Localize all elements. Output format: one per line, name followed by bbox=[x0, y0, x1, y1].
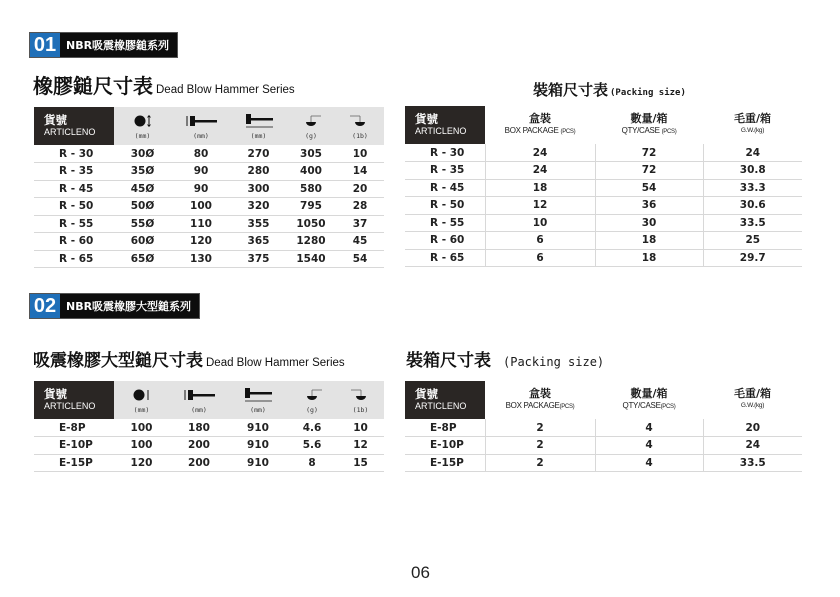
table-row bbox=[34, 163, 384, 181]
article-header: 貨號 ARTICLENO bbox=[34, 381, 114, 419]
spec-title-2 bbox=[33, 346, 345, 371]
section-badge-02 bbox=[29, 293, 200, 319]
section-label: NBR吸震橡膠大型鎚系列 bbox=[60, 294, 199, 318]
article-number-cell: E-15P bbox=[34, 454, 114, 472]
value-cell: 4 bbox=[595, 437, 703, 455]
value-cell: 110 bbox=[171, 215, 231, 233]
table-row bbox=[405, 232, 802, 250]
table-row bbox=[34, 233, 384, 251]
packing-title-zh: 裝箱尺寸表 bbox=[533, 81, 609, 99]
value-cell: 36 bbox=[595, 197, 703, 215]
value-cell: 24 bbox=[485, 162, 595, 180]
article-number-cell: R - 45 bbox=[405, 179, 485, 197]
value-cell: 15 bbox=[337, 454, 384, 472]
value-cell: 60Ø bbox=[114, 233, 171, 251]
value-cell: 1050 bbox=[286, 215, 336, 233]
table-row bbox=[405, 197, 802, 215]
section-number: 02 bbox=[30, 294, 60, 318]
overall-length-icon bbox=[231, 113, 286, 127]
table-row bbox=[34, 215, 384, 233]
table-header-row bbox=[34, 381, 384, 419]
table-row bbox=[34, 250, 384, 268]
article-number-cell: E-15P bbox=[405, 454, 485, 472]
value-cell: 10 bbox=[485, 214, 595, 232]
value-cell: 400 bbox=[286, 163, 336, 181]
section-label: NBR吸震橡膠鎚系列 bbox=[60, 33, 177, 57]
overall-length-icon bbox=[229, 387, 287, 401]
value-cell: 80 bbox=[171, 145, 231, 163]
weight-scale-icon bbox=[287, 387, 337, 401]
value-cell: 10 bbox=[336, 145, 384, 163]
value-cell: 14 bbox=[336, 163, 384, 181]
value-cell: 4 bbox=[595, 454, 703, 472]
article-number-cell: R - 65 bbox=[34, 250, 114, 268]
value-cell: 1540 bbox=[286, 250, 336, 268]
article-header: 貨號 ARTICLENO bbox=[34, 107, 114, 145]
table-row bbox=[405, 144, 802, 162]
value-cell: 33.3 bbox=[703, 179, 802, 197]
value-cell: 2 bbox=[485, 454, 595, 472]
col-qty-case: 數量/箱 QTY/CASE (PCS) bbox=[595, 106, 703, 144]
weight-scale-icon bbox=[337, 387, 384, 401]
value-cell: 35Ø bbox=[114, 163, 171, 181]
section-badge-01 bbox=[29, 32, 178, 58]
packing-table-1 bbox=[405, 106, 802, 267]
spec-table-2 bbox=[34, 381, 384, 472]
value-cell: 65Ø bbox=[114, 250, 171, 268]
value-cell: 120 bbox=[114, 454, 169, 472]
article-number-cell: R - 50 bbox=[405, 197, 485, 215]
value-cell: 130 bbox=[171, 250, 231, 268]
article-number-cell: R - 65 bbox=[405, 249, 485, 267]
title-zh: 吸震橡膠大型鎚尺寸表 bbox=[33, 351, 203, 371]
value-cell: 8 bbox=[287, 454, 337, 472]
head-diameter-icon bbox=[114, 387, 169, 401]
value-cell: 90 bbox=[171, 180, 231, 198]
article-number-cell: E-8P bbox=[34, 419, 114, 437]
col-head-length: (mm) bbox=[169, 381, 229, 419]
value-cell: 54 bbox=[336, 250, 384, 268]
value-cell: 180 bbox=[169, 419, 229, 437]
col-head-diameter: (mm) bbox=[114, 107, 171, 145]
col-head-length: (mm) bbox=[171, 107, 231, 145]
value-cell: 2 bbox=[485, 437, 595, 455]
value-cell: 30.6 bbox=[703, 197, 802, 215]
head-length-icon bbox=[169, 387, 229, 401]
col-overall-length: (mm) bbox=[229, 381, 287, 419]
value-cell: 72 bbox=[595, 162, 703, 180]
value-cell: 2 bbox=[485, 419, 595, 437]
article-number-cell: R - 30 bbox=[405, 144, 485, 162]
article-number-cell: E-10P bbox=[405, 437, 485, 455]
col-box-package: 盒裝 BOX PACKAGE (PCS) bbox=[485, 106, 595, 144]
packing-title-en: (Packing size) bbox=[610, 88, 686, 98]
article-number-cell: E-10P bbox=[34, 437, 114, 455]
weight-scale-icon bbox=[286, 113, 336, 127]
value-cell: 6 bbox=[485, 232, 595, 250]
col-weight-g: (g) bbox=[286, 107, 336, 145]
value-cell: 300 bbox=[231, 180, 286, 198]
value-cell: 305 bbox=[286, 145, 336, 163]
value-cell: 365 bbox=[231, 233, 286, 251]
value-cell: 54 bbox=[595, 179, 703, 197]
value-cell: 100 bbox=[171, 198, 231, 216]
article-number-cell: R - 60 bbox=[34, 233, 114, 251]
head-diameter-icon bbox=[114, 113, 171, 127]
value-cell: 24 bbox=[485, 144, 595, 162]
packing-table-2 bbox=[405, 381, 802, 472]
value-cell: 18 bbox=[595, 232, 703, 250]
value-cell: 45 bbox=[336, 233, 384, 251]
value-cell: 580 bbox=[286, 180, 336, 198]
table-header-row bbox=[34, 107, 384, 145]
page-number: 06 bbox=[411, 563, 430, 582]
value-cell: 45Ø bbox=[114, 180, 171, 198]
value-cell: 910 bbox=[229, 454, 287, 472]
table-row bbox=[34, 419, 384, 437]
value-cell: 270 bbox=[231, 145, 286, 163]
value-cell: 100 bbox=[114, 437, 169, 455]
value-cell: 33.5 bbox=[703, 214, 802, 232]
table-row bbox=[34, 180, 384, 198]
title-zh: 橡膠鎚尺寸表 bbox=[33, 74, 153, 98]
col-weight-g: (g) bbox=[287, 381, 337, 419]
weight-scale-icon bbox=[336, 113, 384, 127]
value-cell: 1280 bbox=[286, 233, 336, 251]
title-en: Dead Blow Hammer Series bbox=[156, 84, 295, 96]
col-gross-weight: 毛重/箱 G.W.(kg) bbox=[703, 381, 802, 419]
table-header-row bbox=[405, 381, 802, 419]
article-header: 貨號 ARTICLENO bbox=[405, 106, 485, 144]
value-cell: 28 bbox=[336, 198, 384, 216]
col-gross-weight: 毛重/箱 G.W.(kg) bbox=[703, 106, 802, 144]
col-qty-case: 數量/箱 QTY/CASE(PCS) bbox=[595, 381, 703, 419]
table-row bbox=[405, 179, 802, 197]
value-cell: 55Ø bbox=[114, 215, 171, 233]
article-number-cell: R - 45 bbox=[34, 180, 114, 198]
value-cell: 72 bbox=[595, 144, 703, 162]
table-row bbox=[405, 419, 802, 437]
table-row bbox=[34, 145, 384, 163]
value-cell: 25 bbox=[703, 232, 802, 250]
spec-title-1 bbox=[33, 70, 295, 99]
article-header: 貨號 ARTICLENO bbox=[405, 381, 485, 419]
value-cell: 4 bbox=[595, 419, 703, 437]
article-number-cell: R - 30 bbox=[34, 145, 114, 163]
value-cell: 12 bbox=[485, 197, 595, 215]
value-cell: 24 bbox=[703, 144, 802, 162]
packing-title-zh: 裝箱尺寸表 bbox=[406, 351, 491, 371]
table-header-row bbox=[405, 106, 802, 144]
value-cell: 30 bbox=[595, 214, 703, 232]
value-cell: 37 bbox=[336, 215, 384, 233]
value-cell: 355 bbox=[231, 215, 286, 233]
article-number-cell: R - 35 bbox=[34, 163, 114, 181]
value-cell: 24 bbox=[703, 437, 802, 455]
table-row bbox=[405, 214, 802, 232]
article-number-cell: R - 35 bbox=[405, 162, 485, 180]
value-cell: 12 bbox=[337, 437, 384, 455]
table-row bbox=[34, 454, 384, 472]
article-number-cell: R - 55 bbox=[405, 214, 485, 232]
col-weight-lb: (1b) bbox=[336, 107, 384, 145]
head-length-icon bbox=[171, 113, 231, 127]
value-cell: 320 bbox=[231, 198, 286, 216]
value-cell: 4.6 bbox=[287, 419, 337, 437]
section-number: 01 bbox=[30, 33, 60, 57]
value-cell: 90 bbox=[171, 163, 231, 181]
value-cell: 30.8 bbox=[703, 162, 802, 180]
col-overall-length: (mm) bbox=[231, 107, 286, 145]
value-cell: 200 bbox=[169, 437, 229, 455]
article-number-cell: R - 60 bbox=[405, 232, 485, 250]
article-number-cell: R - 50 bbox=[34, 198, 114, 216]
article-number-cell: R - 55 bbox=[34, 215, 114, 233]
value-cell: 200 bbox=[169, 454, 229, 472]
value-cell: 18 bbox=[485, 179, 595, 197]
value-cell: 375 bbox=[231, 250, 286, 268]
value-cell: 910 bbox=[229, 419, 287, 437]
col-weight-lb: (1b) bbox=[337, 381, 384, 419]
value-cell: 5.6 bbox=[287, 437, 337, 455]
value-cell: 10 bbox=[337, 419, 384, 437]
value-cell: 280 bbox=[231, 163, 286, 181]
packing-title-en: (Packing size) bbox=[503, 355, 605, 369]
packing-title-2 bbox=[406, 346, 604, 371]
col-box-package: 盒裝 BOX PACKAGE(PCS) bbox=[485, 381, 595, 419]
value-cell: 30Ø bbox=[114, 145, 171, 163]
value-cell: 33.5 bbox=[703, 454, 802, 472]
value-cell: 20 bbox=[703, 419, 802, 437]
table-row bbox=[405, 437, 802, 455]
value-cell: 29.7 bbox=[703, 249, 802, 267]
value-cell: 20 bbox=[336, 180, 384, 198]
table-row bbox=[34, 437, 384, 455]
value-cell: 6 bbox=[485, 249, 595, 267]
value-cell: 50Ø bbox=[114, 198, 171, 216]
value-cell: 100 bbox=[114, 419, 169, 437]
table-row bbox=[405, 249, 802, 267]
table-row bbox=[405, 162, 802, 180]
table-row bbox=[34, 198, 384, 216]
table-row bbox=[405, 454, 802, 472]
spec-table-1 bbox=[34, 107, 384, 268]
value-cell: 910 bbox=[229, 437, 287, 455]
packing-title-1 bbox=[533, 79, 686, 100]
title-en: Dead Blow Hammer Series bbox=[206, 357, 345, 369]
article-number-cell: E-8P bbox=[405, 419, 485, 437]
value-cell: 18 bbox=[595, 249, 703, 267]
value-cell: 120 bbox=[171, 233, 231, 251]
col-head-diameter: (mm) bbox=[114, 381, 169, 419]
value-cell: 795 bbox=[286, 198, 336, 216]
